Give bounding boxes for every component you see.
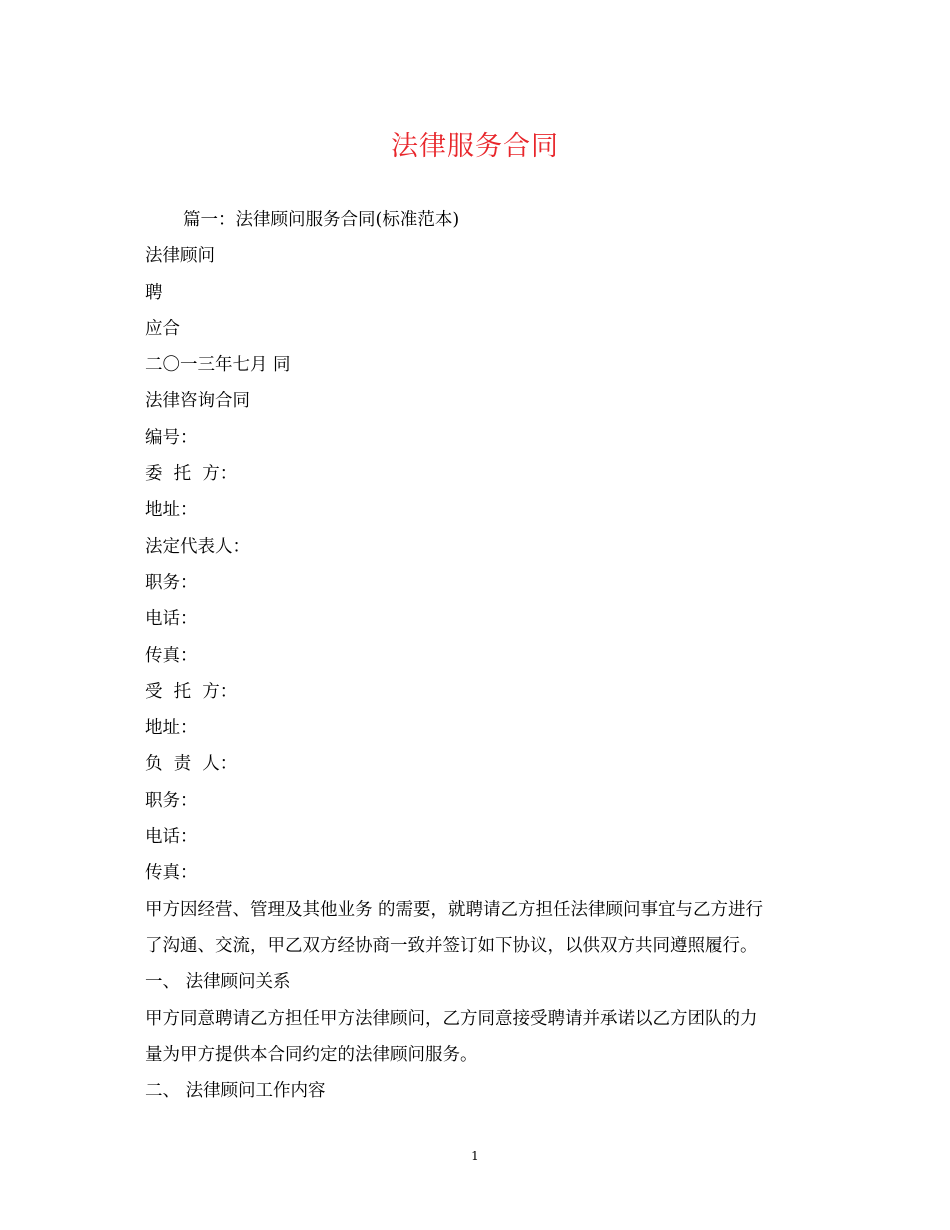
paragraph-line: 量为甲方提供本合同约定的法律顾问服务。 bbox=[145, 1044, 478, 1065]
field-label: 编号： bbox=[145, 427, 198, 448]
field-label: 地址： bbox=[145, 718, 198, 739]
text-line: 二〇一三年七月 同 bbox=[145, 355, 291, 376]
field-label: 电话： bbox=[145, 609, 198, 630]
text-line: 聘 bbox=[145, 282, 163, 303]
paragraph-line: 了沟通、交流，甲乙双方经协商一致并签订如下协议，以供双方共同遵照履行。 bbox=[145, 935, 758, 956]
field-label: 电话： bbox=[145, 827, 198, 848]
page-number: 1 bbox=[471, 1149, 479, 1163]
text-line: 法律咨询合同 bbox=[145, 391, 250, 412]
field-label: 传真： bbox=[145, 645, 198, 666]
text-line: 应合 bbox=[145, 318, 180, 339]
field-label: 职务： bbox=[145, 790, 198, 811]
paragraph-line: 甲方同意聘请乙方担任甲方法律顾问，乙方同意接受聘请并承诺以乙方团队的力 bbox=[145, 1008, 758, 1029]
field-label: 受 托 方： bbox=[145, 681, 238, 702]
field-label: 传真： bbox=[145, 863, 198, 884]
paragraph-line: 甲方因经营、管理及其他业务 的需要，就聘请乙方担任法律顾问事宜与乙方进行 bbox=[145, 899, 764, 920]
section-heading: 篇一：法律顾问服务合同(标准范本) bbox=[183, 210, 460, 230]
document-body bbox=[145, 202, 805, 1109]
field-label: 地址： bbox=[145, 500, 198, 521]
text-line: 法律顾问 bbox=[145, 246, 215, 267]
field-label: 委 托 方： bbox=[145, 464, 238, 485]
section-heading: 二、 法律顾问工作内容 bbox=[145, 1081, 326, 1102]
field-label: 法定代表人： bbox=[145, 536, 250, 557]
document-title: 法律服务合同 bbox=[391, 131, 559, 162]
field-label: 职务： bbox=[145, 572, 198, 593]
section-heading: 一、 法律顾问关系 bbox=[145, 972, 291, 993]
field-label: 负 责 人： bbox=[145, 754, 238, 775]
